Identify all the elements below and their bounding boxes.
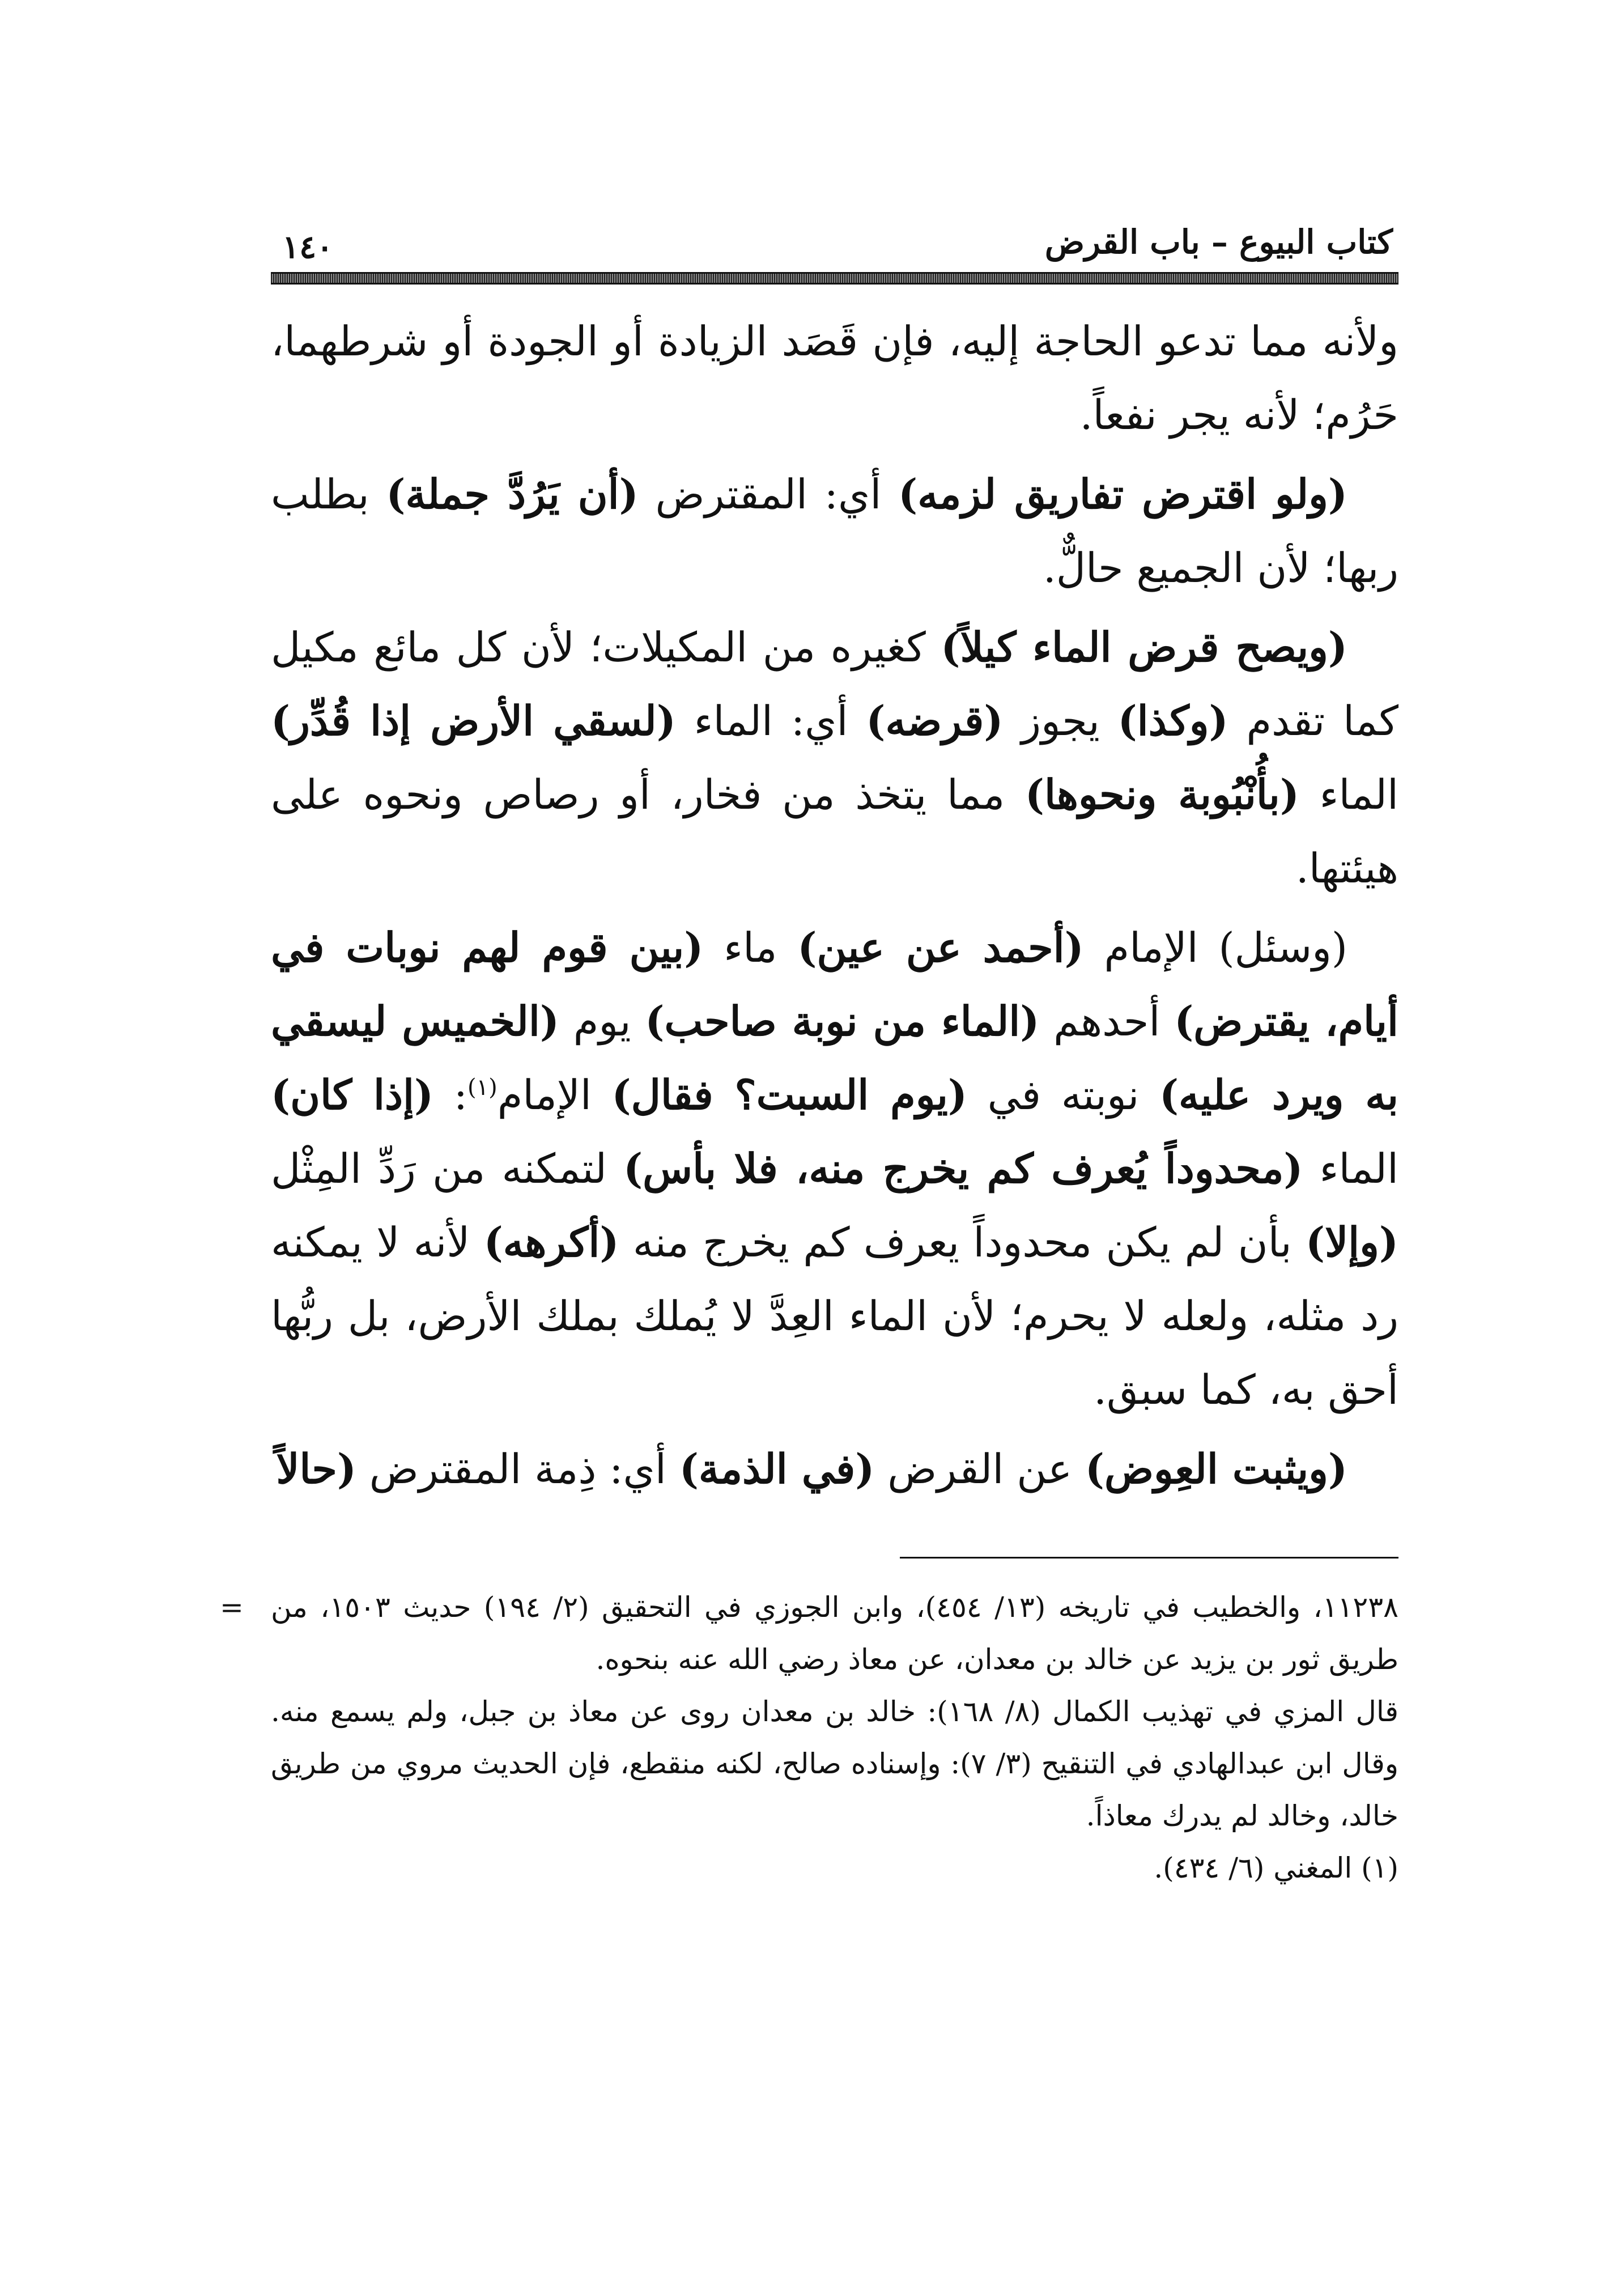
text-run: ولأنه مما تدعو الحاجة إليه، فإن قَصَد الزيادة أو الجودة أو شرطهما، حَرُم؛ لأنه يجر نفعاً. (271, 317, 1398, 439)
footnote-continuation (220, 1581, 1398, 1685)
footnote-1 (271, 1842, 1398, 1894)
text-run: كغيره من المكيلات؛ لأن كل مائع مكيل كما تقدم (271, 623, 1398, 745)
text-run: عن القرض (874, 1445, 1085, 1493)
text-run: نوبته في (967, 1071, 1159, 1119)
matn-text: (محدوداً يُعرف كم يخرج منه، فلا بأس) (623, 1144, 1303, 1192)
text-run: : (433, 1071, 468, 1119)
matn-text: (وإلا) (1306, 1218, 1398, 1266)
matn-text: (بين قوم لهم نوبات في أيام، يقترض) (271, 923, 1398, 1045)
running-title: كتاب البيوع – باب القرض (1044, 223, 1393, 261)
matn-text: (قرضه) (866, 697, 1004, 745)
matn-text: (بأُنْبُوبة ونحوها) (1024, 770, 1299, 818)
paragraph-1 (271, 304, 1398, 452)
footnote-continuation-2 (271, 1685, 1398, 1842)
text-run: يجوز (1003, 697, 1118, 745)
text-run: لتمكنه من رَدِّ المِثْل (271, 1145, 624, 1192)
text-run: لأنه لا يمكنه رد مثله، ولعله لا يحرم؛ لأن الماء العِدَّ لا يُملك بملك الأرض، بل ربُّها أحق به، كما سبق. (271, 1218, 1398, 1413)
book-page (220, 215, 1399, 2199)
matn-text: (لسقي الأرض إذا قُدِّر) (271, 697, 676, 745)
matn-text: (الماء من نوبة صاحب) (645, 997, 1040, 1045)
continuation-mark: = (220, 1591, 244, 1624)
page-number: ١٤٠ (282, 228, 334, 266)
text-run: مما يتخذ من فخار، أو رصاص ونحوه على هيئتها. (271, 771, 1398, 892)
text-run: أي: المقترض (638, 470, 899, 518)
text-run: أي: الماء (675, 697, 866, 745)
text-run: بأن لم يكن محدوداً يعرف كم يخرج منه (619, 1218, 1306, 1266)
footnote-reference[interactable]: (١) (467, 1075, 498, 1101)
matn-text: (ولو اقترض تفاريق لزمه) (898, 470, 1348, 518)
text-run: (وسئل) الإمام (1083, 924, 1347, 971)
footnote-text: (١) المغني (٦/ ٤٣٤). (1154, 1852, 1398, 1884)
matn-text: (أحمد عن عين) (797, 923, 1084, 971)
text-run: الماء (1303, 1145, 1399, 1192)
footnote-text: ١١٢٣٨، والخطيب في تاريخه (١٣/ ٤٥٤)، وابن الجوزي في التحقيق (٢/ ١٩٤) حديث ١٥٠٣، من طريق ثور بن يزيد عن خالد بن معدان، عن معاذ رضي الله عنه بنحوه. (271, 1591, 1398, 1676)
paragraph-5 (271, 1432, 1398, 1506)
matn-text: (ويصح قرض الماء كيلاً) (941, 623, 1347, 671)
matn-text: (الخميس ليسقي به ويرد عليه) (271, 997, 1398, 1119)
text-run: يوم (559, 997, 645, 1045)
paragraph-4 (271, 911, 1398, 1426)
matn-text: (في الذمة) (679, 1445, 875, 1493)
matn-text: (أن يَرُدَّ جملة) (386, 470, 639, 518)
matn-text: (إذا كان) (271, 1071, 434, 1119)
text-run: أي: ذِمة المقترض (356, 1445, 679, 1493)
text-run: أحدهم (1039, 997, 1175, 1045)
page-header (271, 215, 1398, 281)
footnotes (220, 1581, 1398, 1894)
main-text (271, 304, 1398, 1506)
matn-text: (أكرهه) (483, 1218, 619, 1266)
text-run: ماء (703, 924, 798, 971)
footnote-text: قال المزي في تهذيب الكمال (٨/ ١٦٨): خالد بن معدان روى عن معاذ بن جبل، ولم يسمع منه. وقال ابن عبدالهادي في التنقيح (٣/ ٧): وإسناده صالح، لكنه منقطع، فإن الحديث مروي من طريق خالد، وخالد لم يدرك معاذاً. (271, 1695, 1398, 1832)
text-run: الماء (1299, 771, 1398, 818)
matn-text: (ويثبت العِوض) (1085, 1445, 1347, 1493)
header-rule (271, 272, 1398, 284)
paragraph-2 (271, 457, 1398, 605)
paragraph-3 (271, 610, 1398, 905)
text-run: بطلب ربها؛ لأن الجميع حالٌّ. (271, 470, 1398, 592)
matn-text: (حالاً (276, 1445, 356, 1493)
matn-text: (وكذا) (1117, 697, 1228, 745)
matn-text: (يوم السبت؟ فقال) (611, 1071, 967, 1119)
footnote-separator (900, 1557, 1398, 1559)
text-run: الإمام (497, 1071, 612, 1119)
